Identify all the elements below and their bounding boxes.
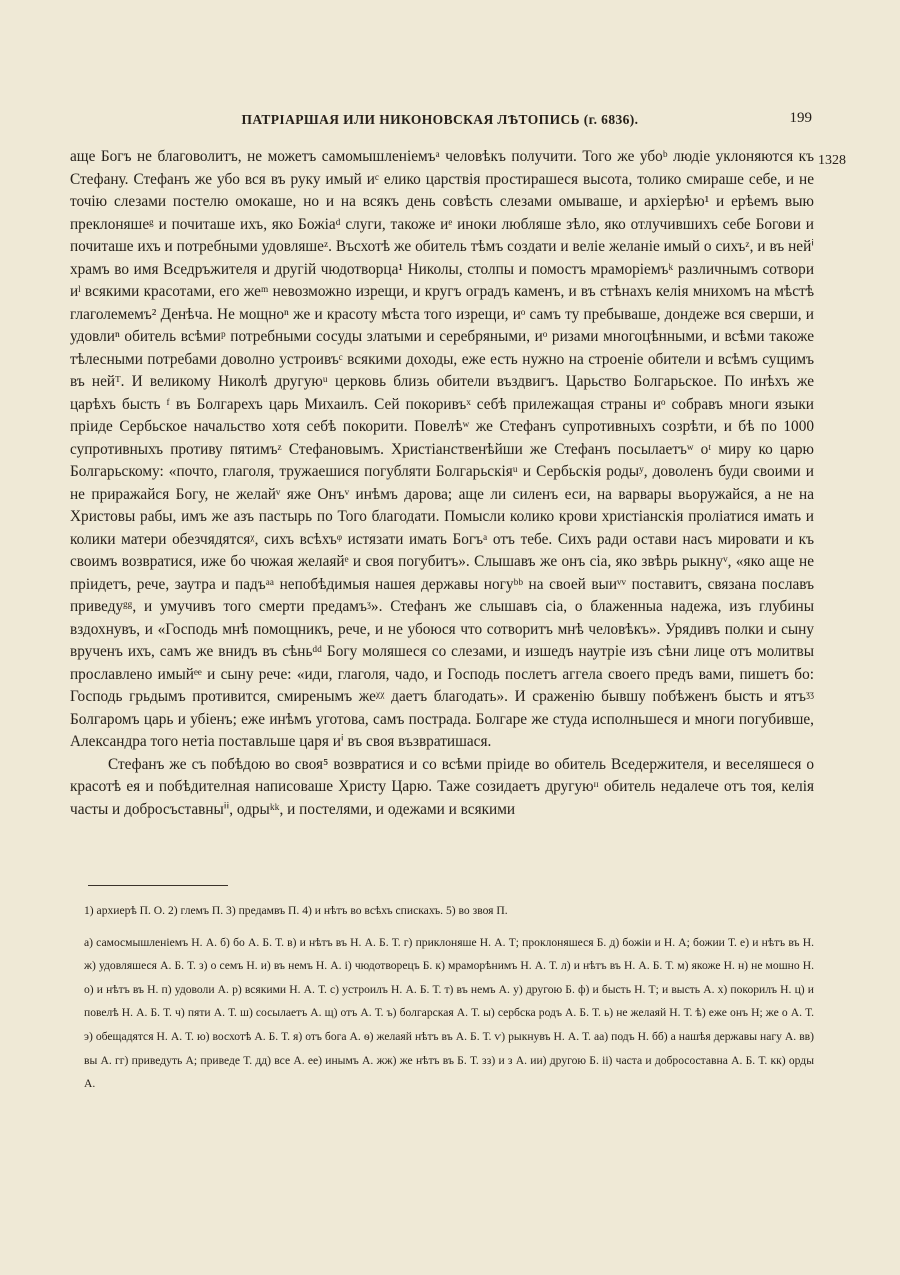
running-header: [60, 112, 820, 134]
page-number: 199: [789, 110, 812, 126]
numbered-footnotes: 1) архиерѣ П. О. 2) глемъ П. 3) предамвъ П. 4) и нѣтъ во всѣхъ спискахъ. 5) во звоя П.: [84, 904, 508, 917]
paragraph: аще Богъ не благоволитъ, не можетъ самомышленіемъᵃ человѣкъ получити. Того же убоᵇ людіе уклоняются къ Стефану. Стефанъ же убо вся въ руку имый иᶜ елико царствія простирашеся высота, толико смираше себе, и не точію слезами постелю омокаше, но и на всякъ день совѣсть слезами омываше, и архіерѣю¹ и ерѣемъ выю преклоняшеᵍ и почиташе ихъ, яко Божіаᵈ слуги, такоже иᵉ иноки любляше зѣло, яко отлучившихъ себе Богови и почиташе ихъ и потребными удовляшеᶻ. Въсхотѣ же обитель тѣмъ создати и веліе желаніе имый о сихъᶻ, и въ нейⁱ храмъ во имя Вседръжителя и другій чюдотворца¹ Николы, столпы и помостъ мраморіемъᵏ различнымъ сотвори иˡ всякими красотами, его жеᵐ невозможно изрещи, и кругъ оградъ каменъ, и въ стѣнахъ келія мнихомъ на мѣстѣ глаголемемъ² Денѣча. Не мощноⁿ же и красоту мѣста того изрещи, иᵒ самъ ту пребываше, дондеже вся сверши, и удовлиⁿ обитель всѣмиᵖ потребными сосуды златыми и серебряными, иᵒ ризами многоцѣнными, и всѣми такоже тѣлесными потребами доволно устроивъᶜ всякими доходы, еже есть нужно на строеніе обители и всѣмъ сущимъ въ нейᵀ. И великому Николѣ другуюᵘ церковь близь обители въздвигъ. Царьство Болгарьское. По инѣхъ же царѣхъ бысть ᶠ въ Болгарехъ царь Михаилъ. Сей покоривъˣ себѣ прилежащая страны иᵒ собравъ многи языки пріиде Сербьское начальство хотя себѣ покорити. Повелѣʷ же Стефанъ супротивныхъ созрѣти, и бѣ по 1000 супротивныхъ противу пятимъᶻ Стефановымъ. Христіанственѣйши же Стефанъ посылаетъʷ оᵗ миру ко царю Болгарьскому: «почто, глаголя, тружаешися погубляти Болгарьскіяᵘ и Сербьскія родыʸ, доволенъ буди своими и не приражайся Богу, не желайᵛ яже Онъᵛ инѣмъ дарова; аще ли силенъ еси, на варвары вьоружайся, а не на Христовы рабы, имъ же азъ пастырь по Того благодати. Помысли колико крови христіанскія проліатися имать и колики матери обезчядятсяᵡ, сихъ всѣхъᵠ истязати имать Богъᵃ отъ тебе. Сихъ ради остави насъ мировати и къ своимъ возвратися, иже бо чюжая желаяйᵉ и своя погубитъ». Слышавъ же онъ сіа, яко звѣрь рыкнуᵛ, «яко аще не пріидетъ, рече, заутра и падъᵃᵃ непобѣдимыя нашея державы ногуᵇᵇ на своей выиᵛᵛ поставитъ, связана пославъ приведуᵍᵍ, и умучивъ того смерти предамъᶾ». Стефанъ же слышавъ сіа, о блаженныа надежа, изъ глубины вздохнувъ, и «Господь мнѣ помощникъ, рече, и не убоюся что сотворитъ мнѣ человѣкъ». Урядивъ полки и сыну врученъ ихъ, самъ же внидъ въ сѣньᵈᵈ Богу моляшеся со слезами, и изшедъ наутріе изъ сѣни лице отъ молитвы прославлено имыйᵉᵉ и сыну рече: «иди, глаголя, чадо, и Господь послетъ аггела своего предъ вами, пишетъ бо: Господь грьдымъ противится, смиренымъ жеᵡᵡ даетъ благодать». И сраженію бывшу побѣженъ бысть и ятъᶾᶾ Болгаромъ царь и убіенъ; еже инѣмъ уготова, самъ пострада. Болгаре же студа исполньшеся и многи погубивше, Александра того нетіа поставльше царя иⁱ въ своя възвратишася.: [70, 148, 814, 750]
running-title: ПАТРІАРШАЯ ИЛИ НИКОНОВСКАЯ ЛѢТОПИСЬ (г. 6836).: [241, 112, 639, 127]
main-text: [70, 146, 814, 821]
variant-readings: а) самосмышленіемъ Н. А. б) бо А. Б. Т. в) и нѣтъ въ Н. А. Б. Т. г) приклоняше Н. А. Т; проклоняшеся Б. д) божіи и Н. А; божии Т. е) и нѣтъ въ Н. ж) удовляшеся А. Б. Т. з) о семъ Н. и) въ немъ Н. А. і) чюдотворецъ Б. к) мраморѣнимъ Н. А. Т. л) и нѣтъ въ Н. А. Б. Т. м) якоже Н. н) не мошно Н. о) и нѣтъ въ Н. п) удоволи А. р) всякими Н. А. Т. с) устроилъ Н. А. Б. Т. т) въ немъ А. у) другою Б. ф) и бысть Н. Т; и высть А. х) покорилъ Н. ц) и повелѣ Н. А. Б. Т. ч) пяти А. Т. ш) сосылаетъ А. щ) отъ А. Т. ъ) болгарская А. Т. ы) сербска родъ А. Б. Т. ь) не желаяй Н. Т. ѣ) еже онъ Н; же о А. Т. э) обещадятся Н. А. Т. ю) восхотѣ А. Б. Т. я) отъ бога А. ѳ) желаяй нѣтъ въ А. Б. Т. ѵ) рыкнувъ Н. А. Т. аа) подъ Н. бб) а нашѣя державы нагу А. вв) вы А. гг) приведуть А; приведе Т. дд) все А. ее) инымъ А. жж) же нѣтъ въ Б. Т. зз) и з А. ии) другою Б. іі) часта и добросоставна А. Б. Т. кк) орды А.: [84, 935, 814, 1091]
paragraph: Стефанъ же съ побѣдою во своя⁵ возвратися и со всѣми пріиде во обитель Вседержителя, и веселяшеся о красотѣ ея и побѣдителная написоваше Христу Царю. Таже созидаетъ другуюᶦᶦ обитель недалече отъ тоя, келія часты и добросъставныⁱⁱ, одрыᵏᵏ, и постелями, и одежами и всякими: [70, 755, 814, 818]
footnotes: [84, 899, 814, 1104]
margin-year: 1328: [818, 153, 846, 168]
footnote-divider: [88, 885, 228, 886]
